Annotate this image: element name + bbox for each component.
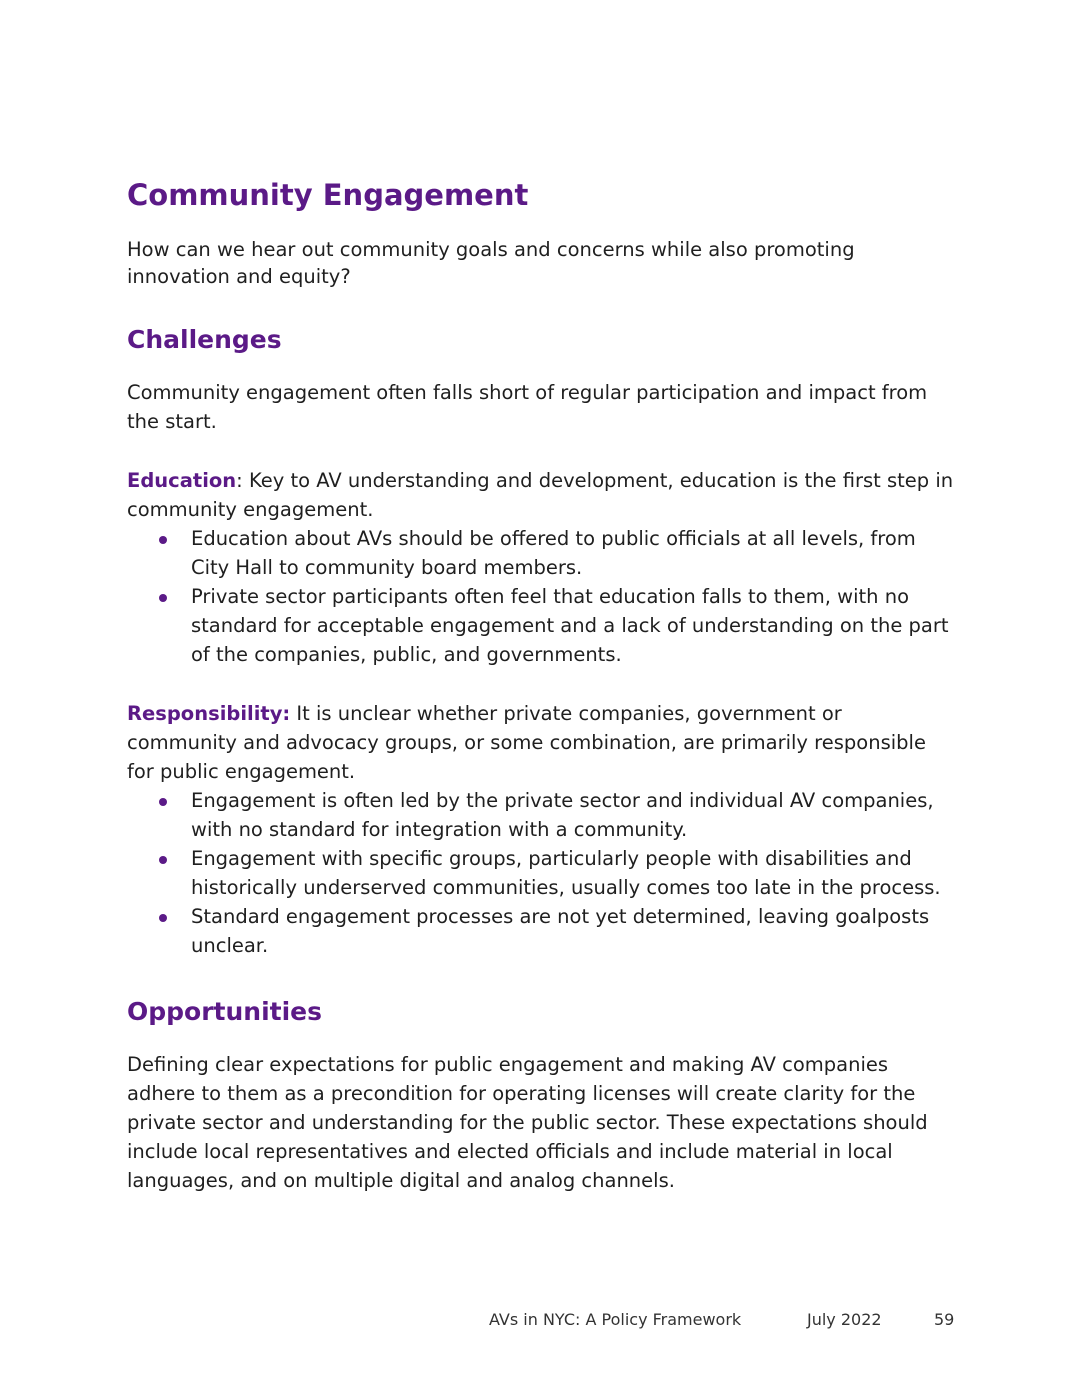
challenges-summary-block [127,378,957,436]
footer-date: July 2022 [807,1310,882,1329]
responsibility-text: It is unclear whether private companies, government or community and advocacy groups, or some combination, are primarily responsible for public engagement. [127,702,926,783]
education-paragraph [127,466,957,524]
responsibility-lead: Responsibility: [127,702,291,725]
education-lead: Education [127,469,237,492]
education-block [127,466,957,669]
opportunities-block [127,1050,957,1195]
list-item [191,582,957,669]
bullet-dot-icon [159,798,167,806]
responsibility-bullets [127,786,957,960]
challenges-heading: Challenges [127,325,282,354]
challenges-summary: Community engagement often falls short of regular participation and impact from the start. [127,381,928,433]
opportunities-text: Defining clear expectations for public engagement and making AV companies adhere to them as a precondition for operating licenses will create clarity for the private sector and understanding for the public sector. These expectations should include local representatives and elected officials and include material in local languages, and on multiple digital and analog channels. [127,1053,928,1192]
bullet-text: Private sector participants often feel that education falls to them, with no standard for acceptable engagement and a lack of understanding on the part of the companies, public, and governments. [191,585,949,666]
bullet-dot-icon [159,594,167,602]
page-number: 59 [934,1310,955,1329]
bullet-dot-icon [159,914,167,922]
footer-document-title: AVs in NYC: A Policy Framework [489,1310,742,1329]
page-title: Community Engagement [127,178,529,212]
list-item [191,524,957,582]
responsibility-paragraph [127,699,957,786]
list-item [191,844,957,902]
bullet-text: Standard engagement processes are not yet determined, leaving goalposts unclear. [191,905,930,957]
education-bullets [127,524,957,669]
bullet-text: Education about AVs should be offered to public officials at all levels, from City Hall to community board members. [191,527,916,579]
list-item [191,786,957,844]
education-text: : Key to AV understanding and development, education is the first step in community engagement. [127,469,954,521]
intro-question: How can we hear out community goals and concerns while also promoting innovation and equity? [127,238,855,288]
responsibility-block [127,699,957,960]
bullet-text: Engagement is often led by the private sector and individual AV companies, with no standard for integration with a community. [191,789,934,841]
bullet-dot-icon [159,536,167,544]
list-item [191,902,957,960]
bullet-text: Engagement with specific groups, particularly people with disabilities and historically underserved communities, usually comes too late in the process. [191,847,941,899]
opportunities-heading: Opportunities [127,997,323,1026]
bullet-dot-icon [159,856,167,864]
